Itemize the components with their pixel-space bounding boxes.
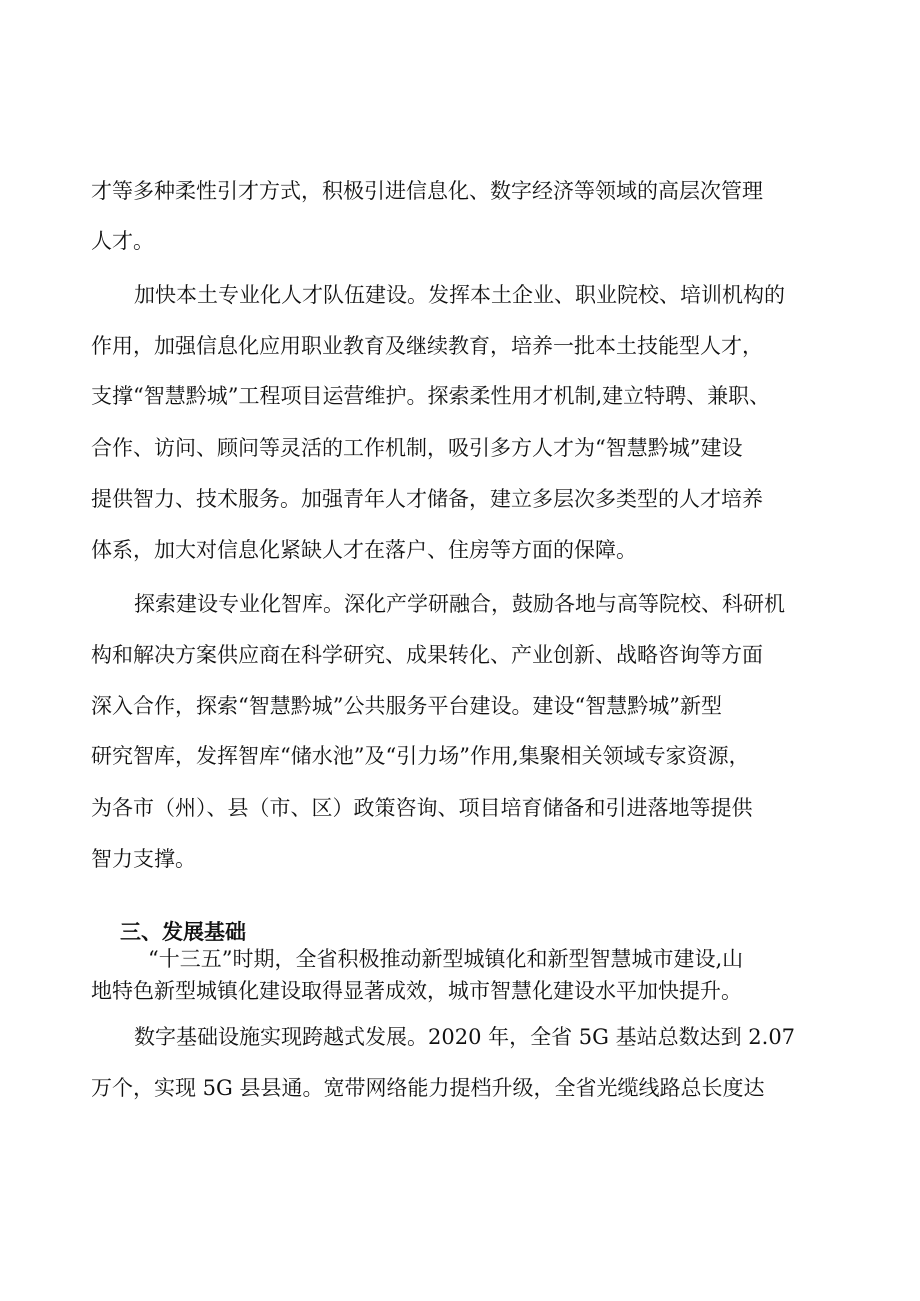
text-line: 深入合作，探索“智慧黔城”公共服务平台建设。建设“智慧黔城”新型 bbox=[91, 694, 722, 718]
text-line: 才等多种柔性引才方式，积极引进信息化、数字经济等领域的高层次管理 bbox=[91, 179, 763, 203]
text-line: 提供智力、技术服务。加强青年人才储备，建立多层次多类型的人才培养 bbox=[91, 487, 763, 511]
text-line: 人才。 bbox=[91, 229, 154, 253]
text-line: 加快本土专业化人才队伍建设。发挥本土企业、职业院校、培训机构的 bbox=[134, 283, 785, 307]
text-line: 体系，加大对信息化紧缺人才在落户、住房等方面的保障。 bbox=[91, 538, 637, 562]
text-line: 作用，加强信息化应用职业教育及继续教育，培养一批本土技能型人才， bbox=[91, 334, 763, 358]
text-line: 探索建设专业化智库。深化产学研融合，鼓励各地与高等院校、科研机 bbox=[134, 592, 785, 616]
text-line: 研究智库，发挥智库“储水池”及“引力场”作用,集聚相关领域专家资源， bbox=[91, 744, 750, 768]
text-line: 为各市（州）、县（市、区）政策咨询、项目培育储备和引进落地等提供 bbox=[91, 796, 753, 820]
text-line: 地特色新型城镇化建设取得显著成效，城市智慧化建设水平加快提升。 bbox=[91, 979, 742, 1003]
text-line: 数字基础设施实现跨越式发展。2020 年，全省 5G 基站总数达到 2.07 bbox=[134, 1025, 796, 1049]
text-line: 构和解决方案供应商在科学研究、成果转化、产业创新、战略咨询等方面 bbox=[91, 643, 763, 667]
text-line: 合作、访问、顾问等灵活的工作机制，吸引多方人才为“智慧黔城”建设 bbox=[91, 436, 743, 460]
text-line: 万个，实现 5G 县县通。宽带网络能力提档升级，全省光缆线路总长度达 bbox=[91, 1076, 765, 1100]
text-line: “十三五”时期，全省积极推动新型城镇化和新型智慧城市建设,山 bbox=[148, 947, 744, 971]
text-line: 支撑“智慧黔城”工程项目运营维护。探索柔性用才机制,建立特聘、兼职、 bbox=[91, 384, 771, 408]
text-line: 智力支撑。 bbox=[91, 847, 196, 871]
section-heading: 三、发展基础 bbox=[120, 920, 246, 944]
